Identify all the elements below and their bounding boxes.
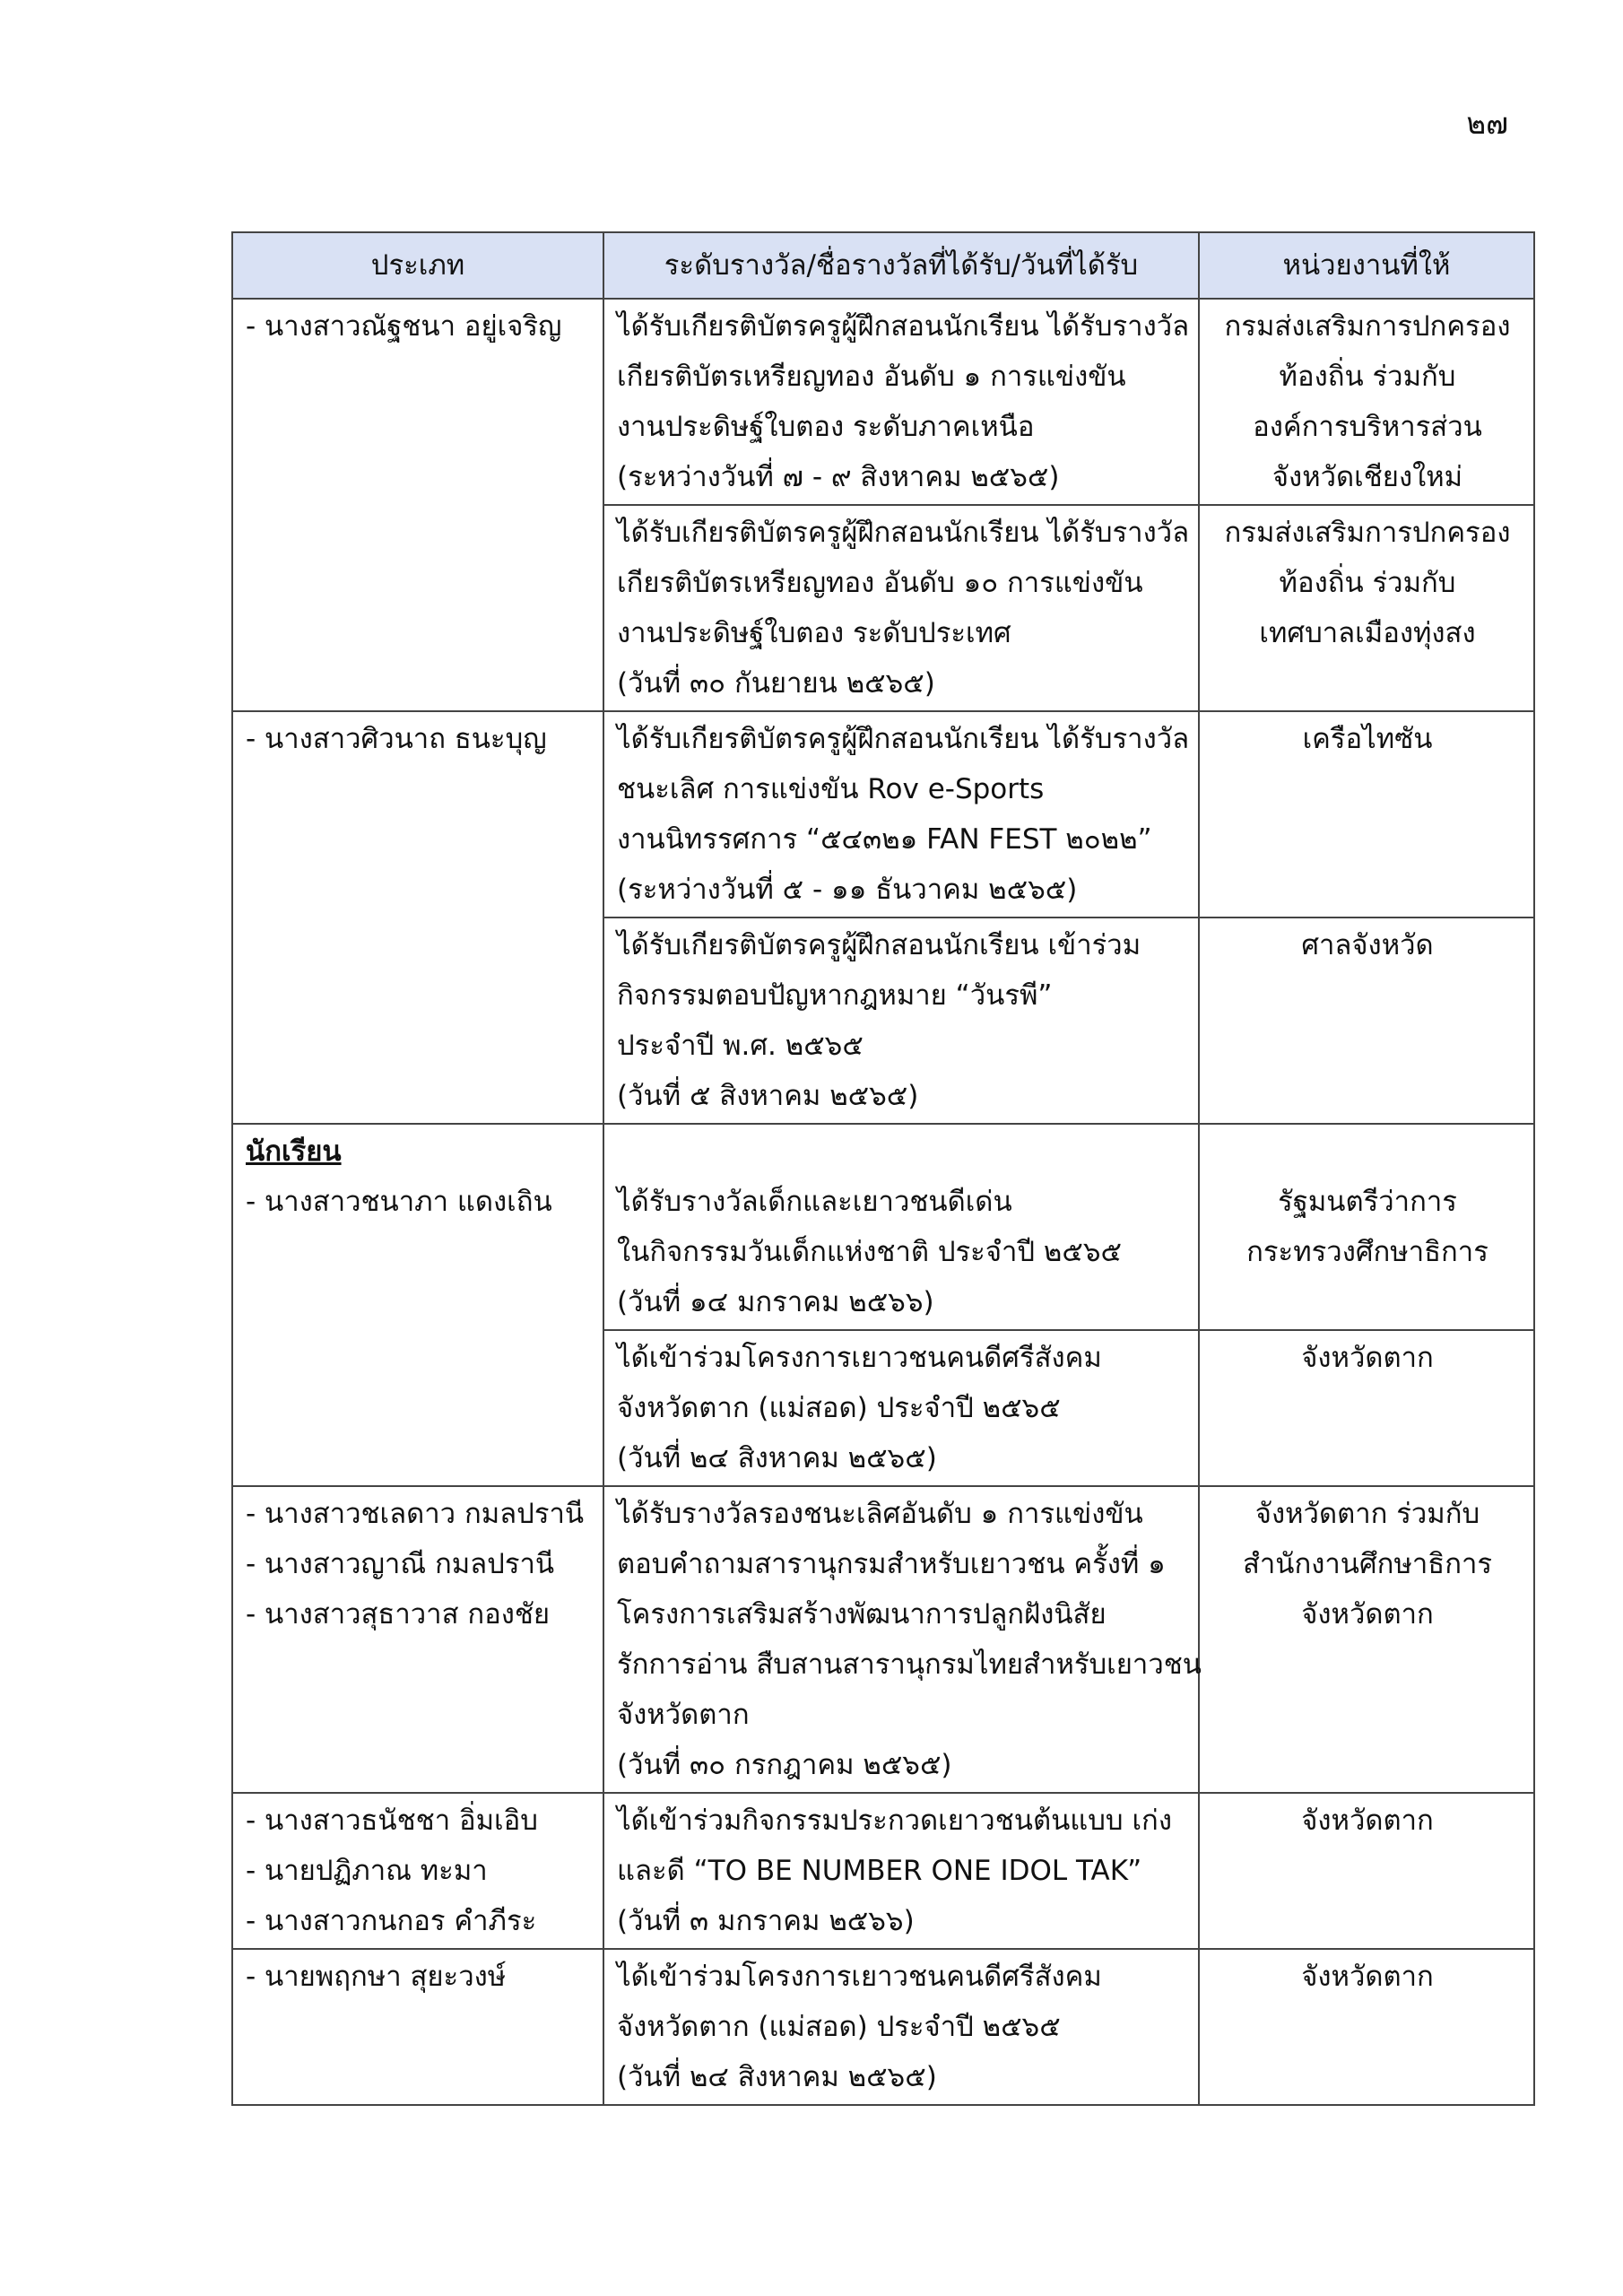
agency-line: ศาลจังหวัด [1301,929,1434,961]
names-cell [232,1330,603,1486]
table-header-row [232,232,1534,299]
table-row [232,1330,1534,1486]
agency-line: สำนักงานศึกษาธิการ [1242,1548,1493,1580]
award-cell [603,711,1199,918]
person-name: - นางสาวกนกอร คำภีระ [246,1905,537,1937]
names-cell [232,299,603,505]
table-row [232,1949,1534,2105]
names-cell [232,505,603,711]
table-row [232,1793,1534,1949]
agency-cell [1199,1486,1534,1793]
award-line: (วันที่ ๓๐ กรกฎาคม ๒๕๖๕) [617,1749,952,1781]
agency-line: กรมส่งเสริมการปกครอง [1224,517,1511,549]
award-line: ได้เข้าร่วมโครงการเยาวชนคนดีศรีสังคม [617,1342,1102,1374]
award-line: (วันที่ ๑๔ มกราคม ๒๕๖๖) [617,1286,934,1318]
award-line: ได้รับเกียรติบัตรครูผู้ฝึกสอนนักเรียน ได้รับรางวัล [617,310,1190,343]
agency-line: ท้องถิ่น ร่วมกับ [1279,361,1456,393]
award-line: ได้รับรางวัลเด็กและเยาวชนดีเด่น [617,1186,1012,1218]
agency-line: กระทรวงศึกษาธิการ [1246,1236,1488,1268]
award-line: งานประดิษฐ์ใบตอง ระดับภาคเหนือ [617,411,1035,443]
table-row [232,505,1534,711]
award-line: ตอบคำถามสารานุกรมสำหรับเยาวชน ครั้งที่ ๑ [617,1548,1166,1580]
person-name: - นายพฤกษา สุยะวงษ์ [246,1961,507,1993]
award-line: (ระหว่างวันที่ ๕ - ๑๑ ธันวาคม ๒๕๖๕) [617,874,1078,906]
agency-cell [1199,299,1534,505]
award-cell [603,505,1199,711]
person-name: - นายปฏิภาณ ทะมา [246,1855,488,1887]
award-line: ประจำปี พ.ศ. ๒๕๖๕ [617,1030,864,1062]
agency-cell [1199,505,1534,711]
award-line: เกียรติบัตรเหรียญทอง อันดับ ๑ การแข่งขัน [617,361,1126,393]
agency-line: รัฐมนตรีว่าการ [1278,1186,1457,1218]
page-number: ๒๗ [1466,106,1508,141]
agency-line: เทศบาลเมืองทุ่งสง [1259,617,1476,649]
person-name: - นางสาวญาณี กมลปรานี [246,1548,555,1580]
names-cell [232,1124,603,1330]
award-line: ได้รับรางวัลรองชนะเลิศอันดับ ๑ การแข่งขัน [617,1498,1143,1530]
table-row [232,711,1534,918]
agency-line: จังหวัดตาก ร่วมกับ [1254,1498,1480,1530]
agency-line: จังหวัดเชียงใหม่ [1271,461,1463,493]
agency-line: เครือไทซัน [1302,723,1433,755]
award-cell [603,918,1199,1124]
person-name: - นางสาวศิวนาถ ธนะบุญ [246,723,547,755]
agency-cell [1199,1124,1534,1330]
header-agency: หน่วยงานที่ให้ [1199,232,1534,299]
award-cell [603,1793,1199,1949]
award-line: (วันที่ ๕ สิงหาคม ๒๕๖๕) [617,1080,919,1112]
award-line: (วันที่ ๒๔ สิงหาคม ๒๕๖๕) [617,2061,937,2093]
person-name: - นางสาวธนัชชา อิ่มเอิบ [246,1805,538,1837]
person-name: - นางสาวณัฐชนา อยู่เจริญ [246,310,562,343]
agency-cell [1199,711,1534,918]
table-row [232,1124,1534,1330]
agency-line: องค์การบริหารส่วน [1253,411,1482,443]
table-row [232,1486,1534,1793]
award-line: (วันที่ ๓๐ กันยายน ๒๕๖๕) [617,667,935,700]
award-line: เกียรติบัตรเหรียญทอง อันดับ ๑๐ การแข่งขัน [617,567,1143,599]
agency-cell [1199,918,1534,1124]
award-line: จังหวัดตาก (แม่สอด) ประจำปี ๒๕๖๕ [617,2011,1061,2043]
award-line: (วันที่ ๓ มกราคม ๒๕๖๖) [617,1905,915,1937]
award-line: จังหวัดตาก [617,1699,750,1731]
award-line [617,1126,1187,1177]
names-cell [232,1486,603,1793]
awards-table [231,231,1535,2106]
agency-line: กรมส่งเสริมการปกครอง [1224,310,1511,343]
names-cell [232,1949,603,2105]
award-line: งานนิทรรศการ “๕๔๓๒๑ FAN FEST ๒๐๒๒” [617,823,1152,856]
award-line: ได้รับเกียรติบัตรครูผู้ฝึกสอนนักเรียน ได้รับรางวัล [617,723,1190,755]
award-cell [603,1330,1199,1486]
award-line: (วันที่ ๒๔ สิงหาคม ๒๕๖๕) [617,1442,937,1474]
table-row [232,918,1534,1124]
award-line: ได้เข้าร่วมกิจกรรมประกวดเยาวชนต้นแบบ เก่ง [617,1805,1172,1837]
award-cell [603,299,1199,505]
agency-cell [1199,1330,1534,1486]
agency-line: จังหวัดตาก [1301,1961,1434,1993]
agency-line: ท้องถิ่น ร่วมกับ [1279,567,1456,599]
agency-cell [1199,1793,1534,1949]
award-cell [603,1486,1202,1793]
award-line: (ระหว่างวันที่ ๗ - ๙ สิงหาคม ๒๕๖๕) [617,461,1060,493]
award-line: ชนะเลิศ การแข่งขัน Rov e-Sports [617,773,1045,805]
agency-line: จังหวัดตาก [1301,1598,1434,1631]
names-cell [232,918,603,1124]
award-line: จังหวัดตาก (แม่สอด) ประจำปี ๒๕๖๕ [617,1392,1061,1424]
person-name: - นางสาวชนาภา แดงเถิน [246,1186,552,1218]
agency-line: จังหวัดตาก [1301,1342,1434,1374]
award-cell [603,1124,1199,1330]
agency-line [1212,1126,1523,1177]
header-award: ระดับรางวัล/ชื่อรางวัลที่ได้รับ/วันที่ได้รับ [603,232,1199,299]
award-line: ได้เข้าร่วมโครงการเยาวชนคนดีศรีสังคม [617,1961,1102,1993]
table-row [232,299,1534,505]
names-cell [232,1793,603,1949]
person-name: - นางสาวสุธาวาส กองชัย [246,1598,551,1631]
header-category: ประเภท [232,232,603,299]
award-line: รักการอ่าน สืบสานสารานุกรมไทยสำหรับเยาวชน [617,1648,1202,1681]
names-cell [232,711,603,918]
agency-cell [1199,1949,1534,2105]
award-line: โครงการเสริมสร้างพัฒนาการปลูกฝังนิสัย [617,1598,1107,1631]
person-name: - นางสาวชเลดาว กมลปรานี [246,1498,585,1530]
award-line: กิจกรรมตอบปัญหากฎหมาย “วันรพี” [617,979,1053,1012]
agency-line: จังหวัดตาก [1301,1805,1434,1837]
award-line: ได้รับเกียรติบัตรครูผู้ฝึกสอนนักเรียน เข้าร่วม [617,929,1141,961]
award-cell [603,1949,1199,2105]
award-line: และดี “TO BE NUMBER ONE IDOL TAK” [617,1855,1142,1887]
section-heading: นักเรียน [246,1135,342,1168]
award-line: ในกิจกรรมวันเด็กแห่งชาติ ประจำปี ๒๕๖๕ [617,1236,1122,1268]
award-line: ได้รับเกียรติบัตรครูผู้ฝึกสอนนักเรียน ได้รับรางวัล [617,517,1190,549]
award-line: งานประดิษฐ์ใบตอง ระดับประเทศ [617,617,1011,649]
